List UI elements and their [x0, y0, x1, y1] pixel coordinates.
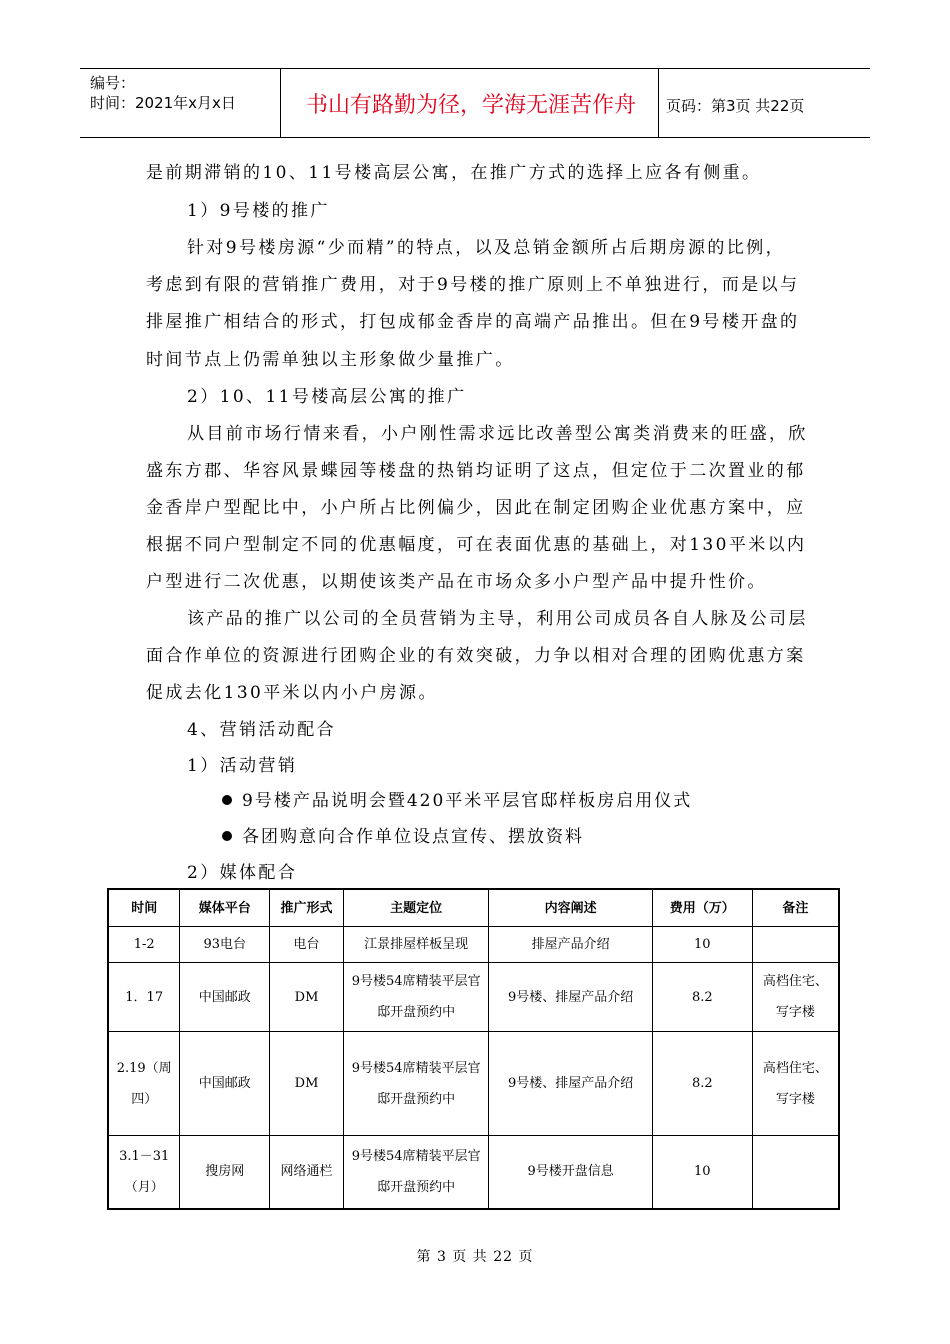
section-heading: 1）活动营销 — [187, 756, 298, 776]
paragraph-line: 盛东方郡、华容风景蝶园等楼盘的热销均证明了这点，但定位于二次置业的郁 — [146, 461, 806, 481]
cell-content: 排屋产品介绍 — [489, 927, 652, 963]
table-row — [108, 1136, 839, 1209]
header-divider — [280, 69, 281, 137]
cell-note — [752, 927, 839, 963]
cell-content: 9号楼、排屋产品介绍 — [489, 1032, 652, 1136]
cell-cost: 8.2 — [652, 963, 752, 1032]
bullet-text: 各团购意向合作单位设点宣传、摆放资料 — [242, 827, 584, 847]
cell-theme: 9号楼54席精装平层官邸开盘预约中 — [343, 963, 489, 1032]
column-header: 时间 — [108, 889, 180, 927]
column-header: 内容阐述 — [489, 889, 652, 927]
bullet-item — [222, 786, 692, 811]
cell-form: 电台 — [270, 927, 344, 963]
cell-time: 2.19（周四） — [108, 1032, 180, 1136]
cell-form: DM — [270, 963, 344, 1032]
paragraph-line: 促成去化130平米以内小户房源。 — [146, 683, 438, 703]
cell-note: 高档住宅、写字楼 — [752, 963, 839, 1032]
table-header-row — [108, 889, 839, 927]
cell-form: 网络通栏 — [270, 1136, 344, 1209]
cell-time: 3.1－31（月） — [108, 1136, 180, 1209]
bullet-text: 9号楼产品说明会暨420平米平层官邸样板房启用仪式 — [242, 791, 693, 811]
cell-content: 9号楼、排屋产品介绍 — [489, 963, 652, 1032]
section-heading: 2）媒体配合 — [187, 863, 298, 883]
cell-cost: 8.2 — [652, 1032, 752, 1136]
paragraph-line: 排屋推广相结合的形式，打包成郁金香岸的高端产品推出。但在9号楼开盘的 — [146, 312, 800, 332]
header-page-info: 页码：第3页 共22页 — [666, 97, 805, 115]
paragraph-line: 户型进行二次优惠，以期使该类产品在市场众多小户型产品中提升性价。 — [146, 572, 767, 592]
cell-time: 1．17 — [108, 963, 180, 1032]
cell-cost: 10 — [652, 927, 752, 963]
bullet-icon — [222, 831, 232, 841]
cell-media: 搜房网 — [180, 1136, 270, 1209]
cell-media: 中国邮政 — [180, 963, 270, 1032]
cell-media: 中国邮政 — [180, 1032, 270, 1136]
paragraph-line: 考虑到有限的营销推广费用，对于9号楼的推广原则上不单独进行，而是以与 — [146, 275, 800, 295]
header-divider — [658, 69, 659, 137]
table-row — [108, 927, 839, 963]
section-heading: 1）9号楼的推广 — [187, 201, 330, 221]
bullet-item — [222, 822, 584, 847]
cell-theme: 9号楼54席精装平层官邸开盘预约中 — [343, 1032, 489, 1136]
cell-note — [752, 1136, 839, 1209]
paragraph-line: 该产品的推广以公司的全员营销为主导，利用公司成员各自人脉及公司层 — [187, 609, 808, 629]
column-header: 推广形式 — [270, 889, 344, 927]
column-header: 备注 — [752, 889, 839, 927]
paragraph-line: 金香岸户型配比中，小户所占比例偏少，因此在制定团购企业优惠方案中，应 — [146, 498, 806, 518]
paragraph-line: 根据不同户型制定不同的优惠幅度，可在表面优惠的基础上，对130平米以内 — [146, 535, 807, 555]
cell-cost: 10 — [652, 1136, 752, 1209]
paragraph-line: 时间节点上仍需单独以主形象做少量推广。 — [146, 350, 515, 370]
page-header — [80, 68, 870, 138]
document-time-label: 时间：2021年x月x日 — [90, 94, 236, 112]
table-row — [108, 1032, 839, 1136]
column-header: 主题定位 — [343, 889, 489, 927]
section-heading: 4、营销活动配合 — [187, 720, 337, 740]
paragraph-line: 针对9号楼房源“少而精”的特点，以及总销金额所占后期房源的比例， — [187, 238, 785, 258]
table-row — [108, 963, 839, 1032]
column-header: 费用（万） — [652, 889, 752, 927]
cell-theme: 9号楼54席精装平层官邸开盘预约中 — [343, 1136, 489, 1209]
document-number-label: 编号： — [90, 74, 136, 92]
media-plan-table — [107, 888, 840, 1210]
paragraph-line: 面合作单位的资源进行团购企业的有效突破，力争以相对合理的团购优惠方案 — [146, 646, 806, 666]
bullet-icon — [222, 795, 232, 805]
cell-note: 高档住宅、写字楼 — [752, 1032, 839, 1136]
paragraph-line: 从目前市场行情来看，小户刚性需求远比改善型公寓类消费来的旺盛，欣 — [187, 424, 808, 444]
cell-time: 1-2 — [108, 927, 180, 963]
column-header: 媒体平台 — [180, 889, 270, 927]
cell-theme: 江景排屋样板呈现 — [343, 927, 489, 963]
cell-content: 9号楼开盘信息 — [489, 1136, 652, 1209]
cell-form: DM — [270, 1032, 344, 1136]
paragraph-line: 是前期滞销的10、11号楼高层公寓，在推广方式的选择上应各有侧重。 — [146, 163, 762, 183]
cell-media: 93电台 — [180, 927, 270, 963]
page-footer: 第 3 页 共 22 页 — [416, 1249, 534, 1265]
section-heading: 2）10、11号楼高层公寓的推广 — [187, 387, 467, 407]
header-motto: 书山有路勤为径，学海无涯苦作舟 — [305, 93, 636, 118]
